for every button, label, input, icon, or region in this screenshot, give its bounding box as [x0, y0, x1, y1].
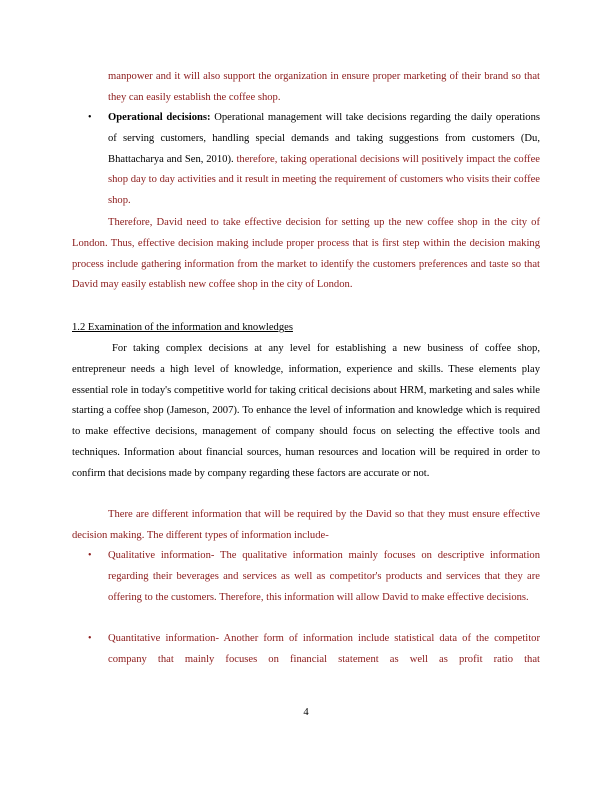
- bullet-text-black: Operational management will take decisions regarding the daily operations of serving customers, handling special demands and taking suggestions from customers (Du, Bhattacharya and Sen, 2010).: [108, 112, 541, 165]
- paragraph-different-information: There are different information that will be required by the David so that they must ensure effective decision making. The different types of information include-: [72, 509, 540, 541]
- continuation-paragraph: manpower and it will also support the organization in ensure proper marketing of their brand so that they can easily establish the coffee shop.: [108, 71, 540, 103]
- paragraph-therefore: Therefore, David need to take effective decision for setting up the new coffee shop in the city of London. Thus, effective decision making include proper process that is first step within the decision making process include gathering information from the market to identify the customers preferences and taste so that David may easily establish new coffee shop in the city of London.: [72, 217, 540, 291]
- bullet-label: Operational decisions:: [108, 112, 211, 123]
- bullet-marker: •: [88, 633, 92, 644]
- section-heading: 1.2 Examination of the information and knowledges: [72, 322, 293, 333]
- page-number: 4: [303, 707, 309, 718]
- bullet-marker: •: [88, 550, 92, 561]
- bullet-quantitative-information: Quantitative information- Another form of information include statistical data of the competitor company that mainly focuses on financial statement as well as profit ratio that: [108, 633, 540, 665]
- bullet-qualitative-information: Qualitative information- The qualitative information mainly focuses on descriptive information regarding their beverages and services as well as competitor's products and services that they are offering to the customers. Therefore, this information will allow David to make effective decisions.: [108, 550, 540, 603]
- bullet-text-red: therefore, taking operational decisions will positively impact the coffee shop day to day activities and it result in meeting the requirement of customers who visits their coffee shop.: [108, 153, 540, 207]
- paragraph-complex-decisions: For taking complex decisions at any level for establishing a new business of coffee shop, entrepreneur needs a high level of knowledge, information, experience and skills. These elements play essential role in today's competitive world for taking critical decisions about HRM, marketing and sales while starting a coffee shop (Jameson, 2007). To enhance the level of information and knowledge which is required to make effective decisions, management of company should focus on selecting the effective tools and techniques. Information about financial sources, human resources and location will be required in order to confirm that decisions made by company regarding these factors are accurate or not.: [72, 343, 540, 479]
- bullet-operational-decisions: [108, 108, 540, 212]
- bullet-marker: •: [88, 112, 92, 123]
